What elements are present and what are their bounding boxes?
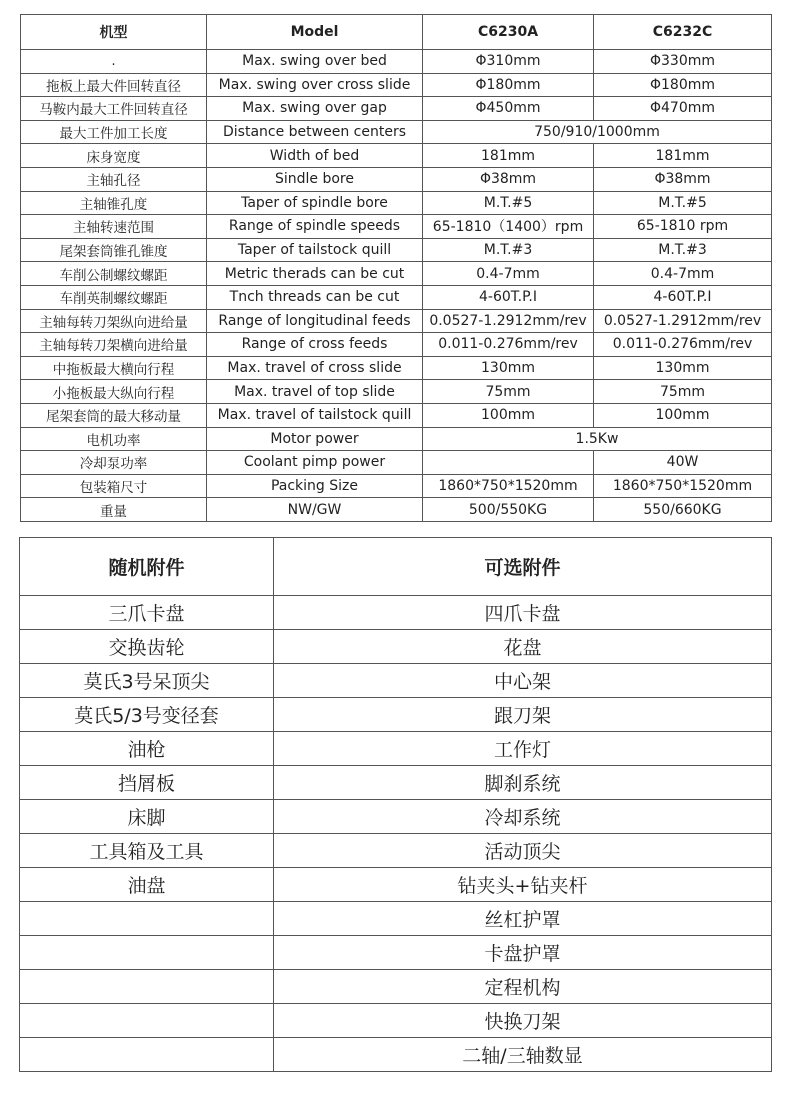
spec-cn-label: 主轴孔径	[21, 167, 207, 191]
standard-accessory: 莫氏3号呆顶尖	[20, 664, 274, 698]
spec-row	[21, 380, 772, 404]
optional-accessory: 四爪卡盘	[274, 596, 772, 630]
optional-accessory: 钻夹头+钻夹杆	[274, 868, 772, 902]
spec-value-c6230a: 4-60T.P.I	[423, 285, 594, 309]
standard-accessory	[20, 902, 274, 936]
spec-value-c6230a: Φ38mm	[423, 167, 594, 191]
optional-accessory: 丝杠护罩	[274, 902, 772, 936]
spec-cn-label: 车削公制螺纹螺距	[21, 262, 207, 286]
standard-accessory	[20, 970, 274, 1004]
spec-en-label: Packing Size	[207, 474, 423, 498]
standard-accessory: 油盘	[20, 868, 274, 902]
spec-cn-label: 重量	[21, 498, 207, 522]
accessory-row	[20, 936, 772, 970]
spec-value-c6232c: Φ330mm	[594, 50, 772, 74]
accessories-header-row	[20, 538, 772, 596]
optional-accessory: 脚刹系统	[274, 766, 772, 800]
spec-value-c6232c: 40W	[594, 451, 772, 475]
standard-accessory: 工具箱及工具	[20, 834, 274, 868]
spec-table	[20, 14, 772, 522]
spec-value-c6230a: Φ180mm	[423, 73, 594, 97]
spec-en-label: Taper of spindle bore	[207, 191, 423, 215]
spec-value-c6230a: 0.4-7mm	[423, 262, 594, 286]
accessory-row	[20, 868, 772, 902]
spec-cn-label: 冷却泵功率	[21, 451, 207, 475]
spec-en-label: Max. swing over cross slide	[207, 73, 423, 97]
spec-row	[21, 356, 772, 380]
header-model-cn: 机型	[21, 15, 207, 50]
spec-value-c6230a: 1860*750*1520mm	[423, 474, 594, 498]
spec-value-c6232c: 65-1810 rpm	[594, 215, 772, 239]
spec-value-c6232c: 75mm	[594, 380, 772, 404]
spec-cn-label: 尾架套筒锥孔锥度	[21, 238, 207, 262]
spec-en-label: Taper of tailstock quill	[207, 238, 423, 262]
spec-value-both: 1.5Kw	[423, 427, 772, 451]
optional-accessory: 定程机构	[274, 970, 772, 1004]
optional-accessory: 冷却系统	[274, 800, 772, 834]
spec-value-c6232c: M.T.#3	[594, 238, 772, 262]
spec-row	[21, 50, 772, 74]
spec-en-label: Tnch threads can be cut	[207, 285, 423, 309]
spec-value-c6230a: M.T.#3	[423, 238, 594, 262]
header-c6230a: C6230A	[423, 15, 594, 50]
spec-en-label: Distance between centers	[207, 120, 423, 144]
spec-cn-label: 尾架套筒的最大移动量	[21, 403, 207, 427]
spec-value-c6230a: 181mm	[423, 144, 594, 168]
spec-cn-label: 包装箱尺寸	[21, 474, 207, 498]
spec-en-label: Coolant pimp power	[207, 451, 423, 475]
header-standard-accessories: 随机附件	[20, 538, 274, 596]
accessories-body	[20, 596, 772, 1072]
optional-accessory: 卡盘护罩	[274, 936, 772, 970]
optional-accessory: 活动顶尖	[274, 834, 772, 868]
spec-value-c6232c: 0.011-0.276mm/rev	[594, 333, 772, 357]
spec-cn-label: 马鞍内最大工件回转直径	[21, 97, 207, 121]
optional-accessory: 花盘	[274, 630, 772, 664]
accessory-row	[20, 800, 772, 834]
accessory-row	[20, 732, 772, 766]
standard-accessory: 床脚	[20, 800, 274, 834]
spec-value-c6230a: 100mm	[423, 403, 594, 427]
standard-accessory: 三爪卡盘	[20, 596, 274, 630]
spec-cn-label: 拖板上最大件回转直径	[21, 73, 207, 97]
accessory-row	[20, 1038, 772, 1072]
standard-accessory: 莫氏5/3号变径套	[20, 698, 274, 732]
spec-value-c6232c: 550/660KG	[594, 498, 772, 522]
standard-accessory: 油枪	[20, 732, 274, 766]
spec-value-c6230a: M.T.#5	[423, 191, 594, 215]
spec-en-label: Range of longitudinal feeds	[207, 309, 423, 333]
standard-accessory: 交换齿轮	[20, 630, 274, 664]
spec-row	[21, 120, 772, 144]
spec-value-c6230a: 0.0527-1.2912mm/rev	[423, 309, 594, 333]
spec-body	[21, 50, 772, 522]
spec-value-c6232c: 181mm	[594, 144, 772, 168]
spec-row	[21, 498, 772, 522]
spec-en-label: Width of bed	[207, 144, 423, 168]
spec-value-c6230a: Φ310mm	[423, 50, 594, 74]
spec-value-c6232c: M.T.#5	[594, 191, 772, 215]
spec-value-c6232c: 0.0527-1.2912mm/rev	[594, 309, 772, 333]
accessory-row	[20, 698, 772, 732]
spec-value-c6230a: 0.011-0.276mm/rev	[423, 333, 594, 357]
spec-value-c6232c: Φ180mm	[594, 73, 772, 97]
spec-en-label: Motor power	[207, 427, 423, 451]
spec-cn-label: .	[21, 50, 207, 74]
accessory-row	[20, 596, 772, 630]
spec-value-c6232c: Φ470mm	[594, 97, 772, 121]
spec-row	[21, 333, 772, 357]
header-model-en: Model	[207, 15, 423, 50]
spec-row	[21, 238, 772, 262]
optional-accessory: 中心架	[274, 664, 772, 698]
spec-row	[21, 191, 772, 215]
spec-row	[21, 144, 772, 168]
accessory-row	[20, 766, 772, 800]
spec-en-label: Max. swing over bed	[207, 50, 423, 74]
accessory-row	[20, 664, 772, 698]
spec-cn-label: 电机功率	[21, 427, 207, 451]
spec-value-c6230a: Φ450mm	[423, 97, 594, 121]
standard-accessory	[20, 1004, 274, 1038]
spec-value-c6232c: 130mm	[594, 356, 772, 380]
spec-en-label: Max. swing over gap	[207, 97, 423, 121]
spec-value-c6230a: 500/550KG	[423, 498, 594, 522]
spec-en-label: NW/GW	[207, 498, 423, 522]
spec-value-c6230a	[423, 451, 594, 475]
header-c6232c: C6232C	[594, 15, 772, 50]
accessory-row	[20, 970, 772, 1004]
spec-row	[21, 403, 772, 427]
optional-accessory: 工作灯	[274, 732, 772, 766]
spec-row	[21, 474, 772, 498]
standard-accessory	[20, 936, 274, 970]
spec-en-label: Max. travel of cross slide	[207, 356, 423, 380]
spec-cn-label: 最大工件加工长度	[21, 120, 207, 144]
accessory-row	[20, 902, 772, 936]
standard-accessory	[20, 1038, 274, 1072]
spec-row	[21, 309, 772, 333]
standard-accessory: 挡屑板	[20, 766, 274, 800]
optional-accessory: 二轴/三轴数显	[274, 1038, 772, 1072]
spec-cn-label: 小拖板最大纵向行程	[21, 380, 207, 404]
spec-en-label: Metric therads can be cut	[207, 262, 423, 286]
spec-en-label: Max. travel of top slide	[207, 380, 423, 404]
spec-cn-label: 主轴每转刀架纵向进给量	[21, 309, 207, 333]
accessory-row	[20, 1004, 772, 1038]
spec-en-label: Sindle bore	[207, 167, 423, 191]
spec-row	[21, 215, 772, 239]
spec-cn-label: 主轴锥孔度	[21, 191, 207, 215]
spec-value-c6232c: Φ38mm	[594, 167, 772, 191]
accessory-row	[20, 630, 772, 664]
spec-value-both: 750/910/1000mm	[423, 120, 772, 144]
spec-en-label: Range of cross feeds	[207, 333, 423, 357]
spec-row	[21, 73, 772, 97]
spec-value-c6230a: 75mm	[423, 380, 594, 404]
spec-en-label: Max. travel of tailstock quill	[207, 403, 423, 427]
accessory-row	[20, 834, 772, 868]
spec-value-c6232c: 100mm	[594, 403, 772, 427]
spec-row	[21, 167, 772, 191]
spec-value-c6232c: 4-60T.P.I	[594, 285, 772, 309]
spec-row	[21, 97, 772, 121]
spec-cn-label: 床身宽度	[21, 144, 207, 168]
spec-value-c6232c: 0.4-7mm	[594, 262, 772, 286]
header-optional-accessories: 可选附件	[274, 538, 772, 596]
spec-row	[21, 285, 772, 309]
spec-value-c6232c: 1860*750*1520mm	[594, 474, 772, 498]
spec-cn-label: 车削英制螺纹螺距	[21, 285, 207, 309]
spec-cn-label: 中拖板最大横向行程	[21, 356, 207, 380]
spec-row	[21, 451, 772, 475]
optional-accessory: 快换刀架	[274, 1004, 772, 1038]
accessories-table	[19, 537, 772, 1072]
spec-value-c6230a: 65-1810（1400）rpm	[423, 215, 594, 239]
spec-cn-label: 主轴转速范围	[21, 215, 207, 239]
spec-row	[21, 427, 772, 451]
optional-accessory: 跟刀架	[274, 698, 772, 732]
spec-cn-label: 主轴每转刀架横向进给量	[21, 333, 207, 357]
spec-row	[21, 262, 772, 286]
spec-value-c6230a: 130mm	[423, 356, 594, 380]
spec-en-label: Range of spindle speeds	[207, 215, 423, 239]
spec-header-row	[21, 15, 772, 50]
